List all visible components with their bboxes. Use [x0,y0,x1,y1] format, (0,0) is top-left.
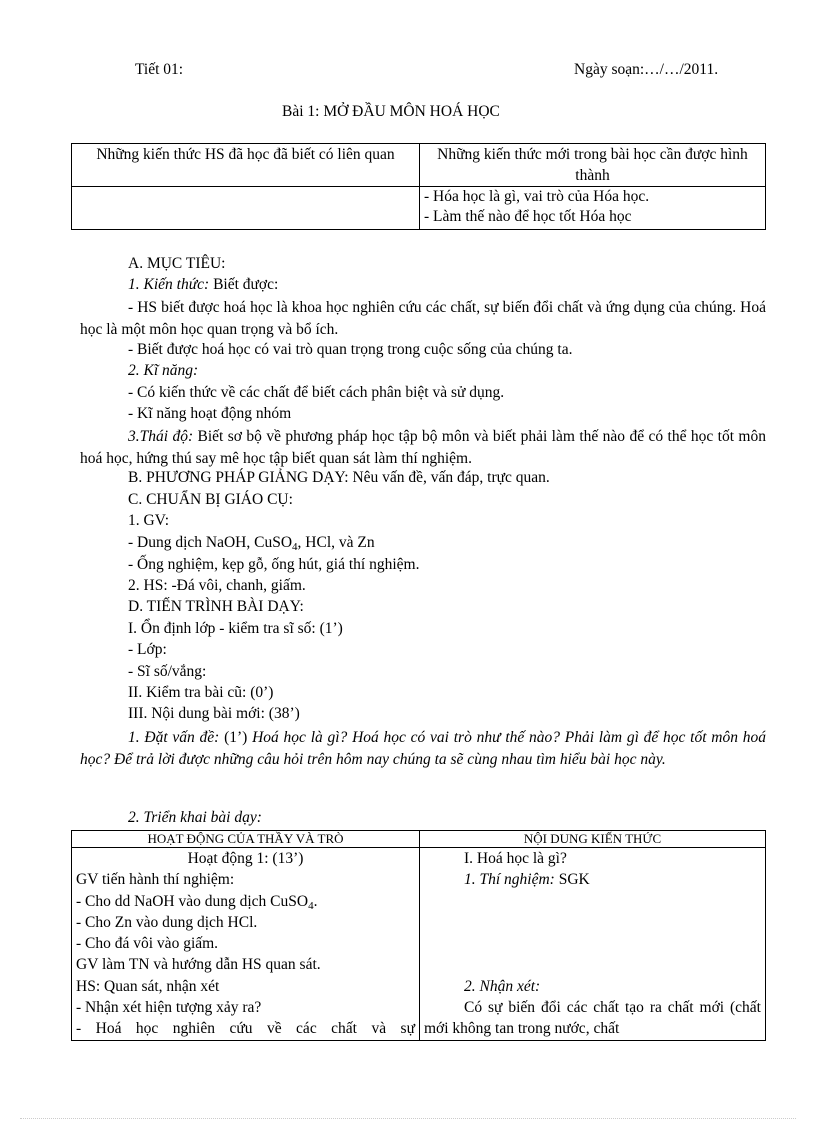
activity-line: - Hoá học nghiên cứu về các chất và sự [76,1020,415,1038]
content-observation-label: 2. Nhận xét: [464,977,541,995]
activity-line-text: - Cho dd NaOH vào dung dịch CuSO [76,892,309,910]
experiment-label: 1. Thí nghiệm: [464,871,555,889]
activity-line: - Cho đá vôi vào giấm. [76,935,219,953]
knowledge-prior-header: Những kiến thức HS đã học đã biết có liên quan [72,144,420,187]
activity-line: HS: Quan sát, nhận xét [76,977,220,995]
activity-line: GV làm TN và hướng dẫn HS quan sát. [76,956,321,974]
attitude-label: 3.Thái độ: [128,428,194,445]
activity-header: HOẠT ĐỘNG CỦA THẦY VÀ TRÒ [72,831,420,848]
content-heading: I. Hoá học là gì? [464,850,567,867]
page-title: Bài 1: MỞ ĐẦU MÔN HOÁ HỌC [282,103,500,120]
preparation-date: Ngày soạn:…/…/2011. [574,61,719,78]
knowledge-text: Biết được: [209,276,279,293]
chemicals-text: - Dung dịch NaOH, CuSO [128,534,293,551]
attendance-field: - Sĩ số/vắng: [128,663,207,680]
step-3: III. Nội dung bài mới: (38’) [128,705,300,722]
attitude-text: Biết sơ bộ về phương pháp học tập bộ môn và biết phải làm thế nào để có thể học tốt môn hoá học, hứng thú say mê học tập biết quan sát làm thí nghiệm. [80,428,766,467]
knowledge-point-2: - Biết được hoá học có vai trò quan trọng trong cuộc sống của chúng ta. [128,341,573,358]
problem-text: Hoá học là gì? Hoá học có vai trò như thế nào? Phải làm gì để học tốt môn hoá học? Để trả lời được những câu hỏi trên hôm nay chúng ta sẽ cùng nhau tìm hiểu bài học này. [80,729,766,768]
content-observation-text: Có sự biến đổi các chất tạo ra chất mới (chất mới không tan trong nước, chất [424,998,761,1038]
knowledge-label: 1. Kiến thức: [128,276,210,293]
section-d-title: D. TIẾN TRÌNH BÀI DẠY: [128,598,304,615]
lesson-deployment-title: 2. Triển khai bài dạy: [128,809,262,826]
content-cell [420,848,766,1041]
content-experiment [424,869,761,890]
class-field: - Lớp: [128,641,167,658]
knowledge-new-cell [420,187,766,230]
activity-line: GV tiến hành thí nghiệm: [76,871,235,889]
subscript: 4 [308,899,314,912]
skill-label: 2. Kĩ năng: [128,362,199,379]
activity-line: - Cho Zn vào dung dịch HCl. [76,913,258,931]
subscript: 4 [292,541,298,553]
lesson-number: Tiết 01: [135,61,184,78]
content-header: NỘI DUNG KIẾN THỨC [420,831,766,848]
knowledge-objective [128,276,278,294]
activity-line: - Nhận xét hiện tượng xảy ra? [76,999,262,1017]
activity-table [71,830,766,1041]
section-b-title: B. PHƯƠNG PHÁP GIẢNG DẠY: Nêu vấn đề, vấn đáp, trực quan. [128,469,550,486]
section-a-title: A. MỤC TIÊU: [128,255,226,272]
content-spacer [424,891,761,976]
skill-point-1: - Có kiến thức về các chất để biết cách phân biệt và sử dụng. [128,384,505,401]
attitude-objective [80,426,766,469]
experiment-text: SGK [554,871,590,889]
activity-line [76,891,415,912]
activity-cell [72,848,420,1041]
knowledge-table [71,143,766,230]
teacher-prep-item [128,534,375,552]
chemicals-text-end: , HCl, và Zn [297,534,375,551]
knowledge-point-1: - HS biết được hoá học là khoa học nghiên cứu các chất, sự biến đổi chất và ứng dụng của chúng. Hoá học là một môn học quan trọng và bổ ích. [80,299,766,338]
knowledge-new-header: Những kiến thức mới trong bài học cần được hình thành [420,144,766,187]
problem-time: (1’) [219,729,253,746]
step-2: II. Kiểm tra bài cũ: (0’) [128,684,274,701]
activity-line-end: . [313,892,318,910]
step-1: I. Ổn định lớp - kiểm tra sĩ số: (1’) [128,620,343,637]
teacher-prep-item: - Ống nghiệm, kẹp gỗ, ống hút, giá thí nghiệm. [128,556,420,573]
knowledge-new-item: - Hóa học là gì, vai trò của Hóa học. [424,188,650,205]
page-footer-rule [20,1118,796,1119]
teacher-prep-label: 1. GV: [128,512,170,529]
problem-label: 1. Đặt vấn đề: [128,729,220,746]
activity-title: Hoạt động 1: (13’) [187,850,304,867]
knowledge-new-item: - Làm thế nào để học tốt Hóa học [424,208,632,225]
problem-statement [80,727,766,771]
section-c-title: C. CHUẨN BỊ GIÁO CỤ: [128,491,293,508]
student-prep: 2. HS: -Đá vôi, chanh, giấm. [128,577,306,594]
knowledge-prior-cell [72,187,420,230]
skill-point-2: - Kĩ năng hoạt động nhóm [128,405,292,422]
